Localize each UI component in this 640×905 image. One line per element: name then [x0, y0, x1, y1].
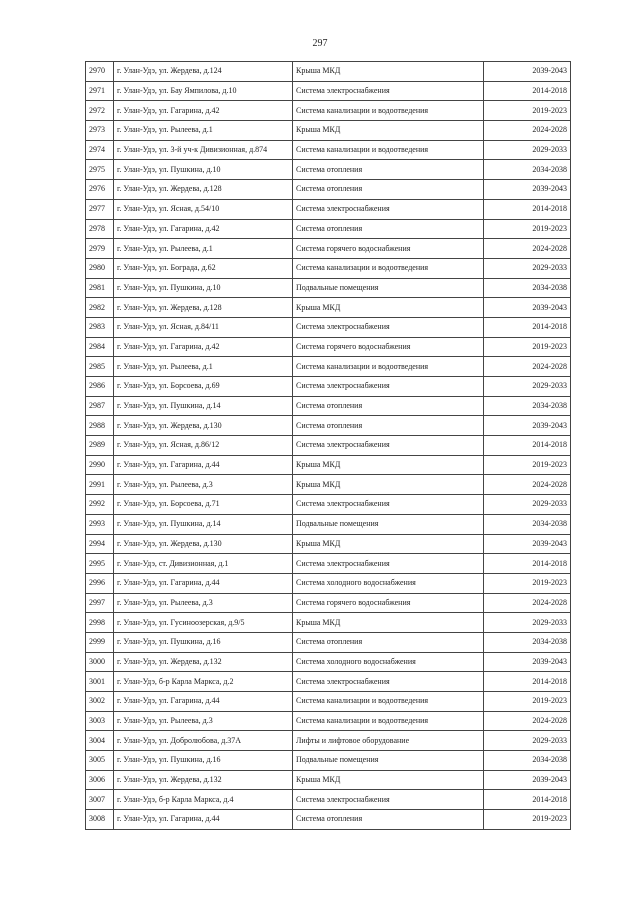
- table-row: [86, 239, 571, 259]
- table-row: [86, 258, 571, 278]
- address-cell: г. Улан-Удэ, ул. Пушкина, д.10: [114, 160, 293, 180]
- period-cell: 2034-2038: [484, 632, 571, 652]
- work-type-cell: Система отопления: [293, 160, 484, 180]
- period-cell: 2019-2023: [484, 692, 571, 712]
- works-table: [85, 61, 571, 830]
- address-cell: г. Улан-Удэ, ул. Пушкина, д.14: [114, 514, 293, 534]
- work-type-cell: Система канализации и водоотведения: [293, 140, 484, 160]
- work-type-cell: Крыша МКД: [293, 298, 484, 318]
- work-type-cell: Крыша МКД: [293, 613, 484, 633]
- address-cell: г. Улан-Удэ, ул. Гагарина, д.42: [114, 219, 293, 239]
- work-type-cell: Крыша МКД: [293, 770, 484, 790]
- address-cell: г. Улан-Удэ, ул. Гагарина, д.42: [114, 337, 293, 357]
- period-cell: 2029-2033: [484, 377, 571, 397]
- table-row: [86, 534, 571, 554]
- row-number-cell: 2995: [86, 554, 114, 574]
- table-row: [86, 199, 571, 219]
- address-cell: г. Улан-Удэ, ул. Гагарина, д.44: [114, 573, 293, 593]
- work-type-cell: Система канализации и водоотведения: [293, 692, 484, 712]
- table-row: [86, 62, 571, 82]
- address-cell: г. Улан-Удэ, ул. Пушкина, д.10: [114, 278, 293, 298]
- table-row: [86, 436, 571, 456]
- row-number-cell: 2979: [86, 239, 114, 259]
- row-number-cell: 2997: [86, 593, 114, 613]
- row-number-cell: 2987: [86, 396, 114, 416]
- table-row: [86, 416, 571, 436]
- period-cell: 2014-2018: [484, 199, 571, 219]
- table-row: [86, 554, 571, 574]
- address-cell: г. Улан-Удэ, ул. Борсоева, д.69: [114, 377, 293, 397]
- page-number: 297: [312, 38, 328, 49]
- period-cell: 2034-2038: [484, 160, 571, 180]
- address-cell: г. Улан-Удэ, ул. Рылеева, д.1: [114, 357, 293, 377]
- row-number-cell: 2972: [86, 101, 114, 121]
- period-cell: 2034-2038: [484, 396, 571, 416]
- address-cell: г. Улан-Удэ, б-р Карла Маркса, д.2: [114, 672, 293, 692]
- period-cell: 2014-2018: [484, 554, 571, 574]
- address-cell: г. Улан-Удэ, ул. Жердева, д.124: [114, 62, 293, 82]
- work-type-cell: Система горячего водоснабжения: [293, 239, 484, 259]
- work-type-cell: Система электроснабжения: [293, 377, 484, 397]
- table-row: [86, 711, 571, 731]
- address-cell: г. Улан-Удэ, ул. Рылеева, д.3: [114, 593, 293, 613]
- period-cell: 2029-2033: [484, 495, 571, 515]
- period-cell: 2039-2043: [484, 416, 571, 436]
- address-cell: г. Улан-Удэ, ул. Бау Ямпилова, д.10: [114, 81, 293, 101]
- table-row: [86, 731, 571, 751]
- table-row: [86, 278, 571, 298]
- work-type-cell: Система электроснабжения: [293, 790, 484, 810]
- row-number-cell: 2998: [86, 613, 114, 633]
- work-type-cell: Крыша МКД: [293, 475, 484, 495]
- work-type-cell: Система электроснабжения: [293, 672, 484, 692]
- address-cell: г. Улан-Удэ, ул. Рылеева, д.3: [114, 475, 293, 495]
- row-number-cell: 2986: [86, 377, 114, 397]
- row-number-cell: 3000: [86, 652, 114, 672]
- period-cell: 2014-2018: [484, 672, 571, 692]
- period-cell: 2039-2043: [484, 770, 571, 790]
- row-number-cell: 3003: [86, 711, 114, 731]
- period-cell: 2034-2038: [484, 751, 571, 771]
- period-cell: 2039-2043: [484, 180, 571, 200]
- table-row: [86, 219, 571, 239]
- work-type-cell: Система отопления: [293, 632, 484, 652]
- table-row: [86, 475, 571, 495]
- address-cell: г. Улан-Удэ, ст. Дивизионная, д.1: [114, 554, 293, 574]
- work-type-cell: Система электроснабжения: [293, 81, 484, 101]
- period-cell: 2039-2043: [484, 534, 571, 554]
- work-type-cell: Система электроснабжения: [293, 436, 484, 456]
- row-number-cell: 2977: [86, 199, 114, 219]
- table-row: [86, 593, 571, 613]
- period-cell: 2039-2043: [484, 652, 571, 672]
- period-cell: 2019-2023: [484, 101, 571, 121]
- table-row: [86, 160, 571, 180]
- work-type-cell: Система электроснабжения: [293, 199, 484, 219]
- table-row: [86, 455, 571, 475]
- address-cell: г. Улан-Удэ, ул. Пушкина, д.16: [114, 751, 293, 771]
- period-cell: 2024-2028: [484, 357, 571, 377]
- table-row: [86, 81, 571, 101]
- work-type-cell: Система отопления: [293, 396, 484, 416]
- address-cell: г. Улан-Удэ, ул. 3-й уч-к Дивизионная, д.874: [114, 140, 293, 160]
- period-cell: 2019-2023: [484, 810, 571, 830]
- address-cell: г. Улан-Удэ, ул. Ясная, д.54/10: [114, 199, 293, 219]
- table-row: [86, 672, 571, 692]
- period-cell: 2014-2018: [484, 81, 571, 101]
- work-type-cell: Подвальные помещения: [293, 278, 484, 298]
- table-row: [86, 317, 571, 337]
- address-cell: г. Улан-Удэ, ул. Гагарина, д.44: [114, 810, 293, 830]
- row-number-cell: 2985: [86, 357, 114, 377]
- work-type-cell: Крыша МКД: [293, 534, 484, 554]
- work-type-cell: Система отопления: [293, 180, 484, 200]
- work-type-cell: Система электроснабжения: [293, 554, 484, 574]
- work-type-cell: Подвальные помещения: [293, 751, 484, 771]
- works-table-body: [86, 62, 571, 830]
- address-cell: г. Улан-Удэ, ул. Гагарина, д.44: [114, 455, 293, 475]
- work-type-cell: Система канализации и водоотведения: [293, 101, 484, 121]
- row-number-cell: 2981: [86, 278, 114, 298]
- address-cell: г. Улан-Удэ, ул. Бограда, д.62: [114, 258, 293, 278]
- table-row: [86, 810, 571, 830]
- work-type-cell: Система холодного водоснабжения: [293, 652, 484, 672]
- address-cell: г. Улан-Удэ, ул. Пушкина, д.14: [114, 396, 293, 416]
- table-row: [86, 790, 571, 810]
- row-number-cell: 2990: [86, 455, 114, 475]
- table-row: [86, 652, 571, 672]
- period-cell: 2014-2018: [484, 790, 571, 810]
- row-number-cell: 2988: [86, 416, 114, 436]
- work-type-cell: Подвальные помещения: [293, 514, 484, 534]
- address-cell: г. Улан-Удэ, ул. Гусиноозерская, д.9/5: [114, 613, 293, 633]
- table-row: [86, 495, 571, 515]
- address-cell: г. Улан-Удэ, ул. Жердева, д.130: [114, 534, 293, 554]
- row-number-cell: 2976: [86, 180, 114, 200]
- work-type-cell: Система горячего водоснабжения: [293, 337, 484, 357]
- address-cell: г. Улан-Удэ, ул. Жердева, д.128: [114, 298, 293, 318]
- work-type-cell: Система холодного водоснабжения: [293, 573, 484, 593]
- table-row: [86, 180, 571, 200]
- row-number-cell: 2993: [86, 514, 114, 534]
- row-number-cell: 2991: [86, 475, 114, 495]
- period-cell: 2024-2028: [484, 593, 571, 613]
- row-number-cell: 2978: [86, 219, 114, 239]
- period-cell: 2029-2033: [484, 613, 571, 633]
- row-number-cell: 2989: [86, 436, 114, 456]
- work-type-cell: Крыша МКД: [293, 455, 484, 475]
- work-type-cell: Система электроснабжения: [293, 495, 484, 515]
- row-number-cell: 3002: [86, 692, 114, 712]
- work-type-cell: Система отопления: [293, 810, 484, 830]
- table-row: [86, 121, 571, 141]
- row-number-cell: 2983: [86, 317, 114, 337]
- work-type-cell: Крыша МКД: [293, 121, 484, 141]
- period-cell: 2034-2038: [484, 514, 571, 534]
- period-cell: 2024-2028: [484, 121, 571, 141]
- row-number-cell: 3001: [86, 672, 114, 692]
- row-number-cell: 3004: [86, 731, 114, 751]
- work-type-cell: Лифты и лифтовое оборудование: [293, 731, 484, 751]
- table-row: [86, 101, 571, 121]
- address-cell: г. Улан-Удэ, б-р Карла Маркса, д.4: [114, 790, 293, 810]
- work-type-cell: Крыша МКД: [293, 62, 484, 82]
- period-cell: 2024-2028: [484, 475, 571, 495]
- address-cell: г. Улан-Удэ, ул. Борсоева, д.71: [114, 495, 293, 515]
- work-type-cell: Система электроснабжения: [293, 317, 484, 337]
- table-row: [86, 396, 571, 416]
- row-number-cell: 2984: [86, 337, 114, 357]
- address-cell: г. Улан-Удэ, ул. Рылеева, д.1: [114, 121, 293, 141]
- period-cell: 2024-2028: [484, 239, 571, 259]
- row-number-cell: 3007: [86, 790, 114, 810]
- table-row: [86, 751, 571, 771]
- table-row: [86, 377, 571, 397]
- table-row: [86, 692, 571, 712]
- period-cell: 2024-2028: [484, 711, 571, 731]
- address-cell: г. Улан-Удэ, ул. Добролюбова, д.37А: [114, 731, 293, 751]
- table-row: [86, 140, 571, 160]
- period-cell: 2019-2023: [484, 337, 571, 357]
- address-cell: г. Улан-Удэ, ул. Рылеева, д.1: [114, 239, 293, 259]
- table-row: [86, 613, 571, 633]
- period-cell: 2014-2018: [484, 317, 571, 337]
- work-type-cell: Система канализации и водоотведения: [293, 357, 484, 377]
- row-number-cell: 2992: [86, 495, 114, 515]
- address-cell: г. Улан-Удэ, ул. Ясная, д.86/12: [114, 436, 293, 456]
- period-cell: 2034-2038: [484, 278, 571, 298]
- row-number-cell: 2999: [86, 632, 114, 652]
- row-number-cell: 3006: [86, 770, 114, 790]
- work-type-cell: Система отопления: [293, 219, 484, 239]
- address-cell: г. Улан-Удэ, ул. Гагарина, д.44: [114, 692, 293, 712]
- row-number-cell: 2982: [86, 298, 114, 318]
- address-cell: г. Улан-Удэ, ул. Жердева, д.132: [114, 770, 293, 790]
- period-cell: 2039-2043: [484, 298, 571, 318]
- address-cell: г. Улан-Удэ, ул. Рылеева, д.3: [114, 711, 293, 731]
- address-cell: г. Улан-Удэ, ул. Пушкина, д.16: [114, 632, 293, 652]
- row-number-cell: 2975: [86, 160, 114, 180]
- row-number-cell: 2971: [86, 81, 114, 101]
- row-number-cell: 2973: [86, 121, 114, 141]
- period-cell: 2019-2023: [484, 455, 571, 475]
- period-cell: 2019-2023: [484, 573, 571, 593]
- row-number-cell: 2980: [86, 258, 114, 278]
- table-row: [86, 298, 571, 318]
- period-cell: 2029-2033: [484, 140, 571, 160]
- work-type-cell: Система канализации и водоотведения: [293, 258, 484, 278]
- address-cell: г. Улан-Удэ, ул. Жердева, д.128: [114, 180, 293, 200]
- work-type-cell: Система канализации и водоотведения: [293, 711, 484, 731]
- table-row: [86, 357, 571, 377]
- period-cell: 2039-2043: [484, 62, 571, 82]
- address-cell: г. Улан-Удэ, ул. Ясная, д.84/11: [114, 317, 293, 337]
- period-cell: 2019-2023: [484, 219, 571, 239]
- address-cell: г. Улан-Удэ, ул. Жердева, д.132: [114, 652, 293, 672]
- work-type-cell: Система отопления: [293, 416, 484, 436]
- row-number-cell: 2970: [86, 62, 114, 82]
- table-row: [86, 770, 571, 790]
- row-number-cell: 2994: [86, 534, 114, 554]
- row-number-cell: 3005: [86, 751, 114, 771]
- table-row: [86, 573, 571, 593]
- address-cell: г. Улан-Удэ, ул. Гагарина, д.42: [114, 101, 293, 121]
- period-cell: 2029-2033: [484, 258, 571, 278]
- address-cell: г. Улан-Удэ, ул. Жердева, д.130: [114, 416, 293, 436]
- work-type-cell: Система горячего водоснабжения: [293, 593, 484, 613]
- row-number-cell: 2974: [86, 140, 114, 160]
- period-cell: 2014-2018: [484, 436, 571, 456]
- table-row: [86, 514, 571, 534]
- table-row: [86, 632, 571, 652]
- row-number-cell: 3008: [86, 810, 114, 830]
- period-cell: 2029-2033: [484, 731, 571, 751]
- row-number-cell: 2996: [86, 573, 114, 593]
- table-row: [86, 337, 571, 357]
